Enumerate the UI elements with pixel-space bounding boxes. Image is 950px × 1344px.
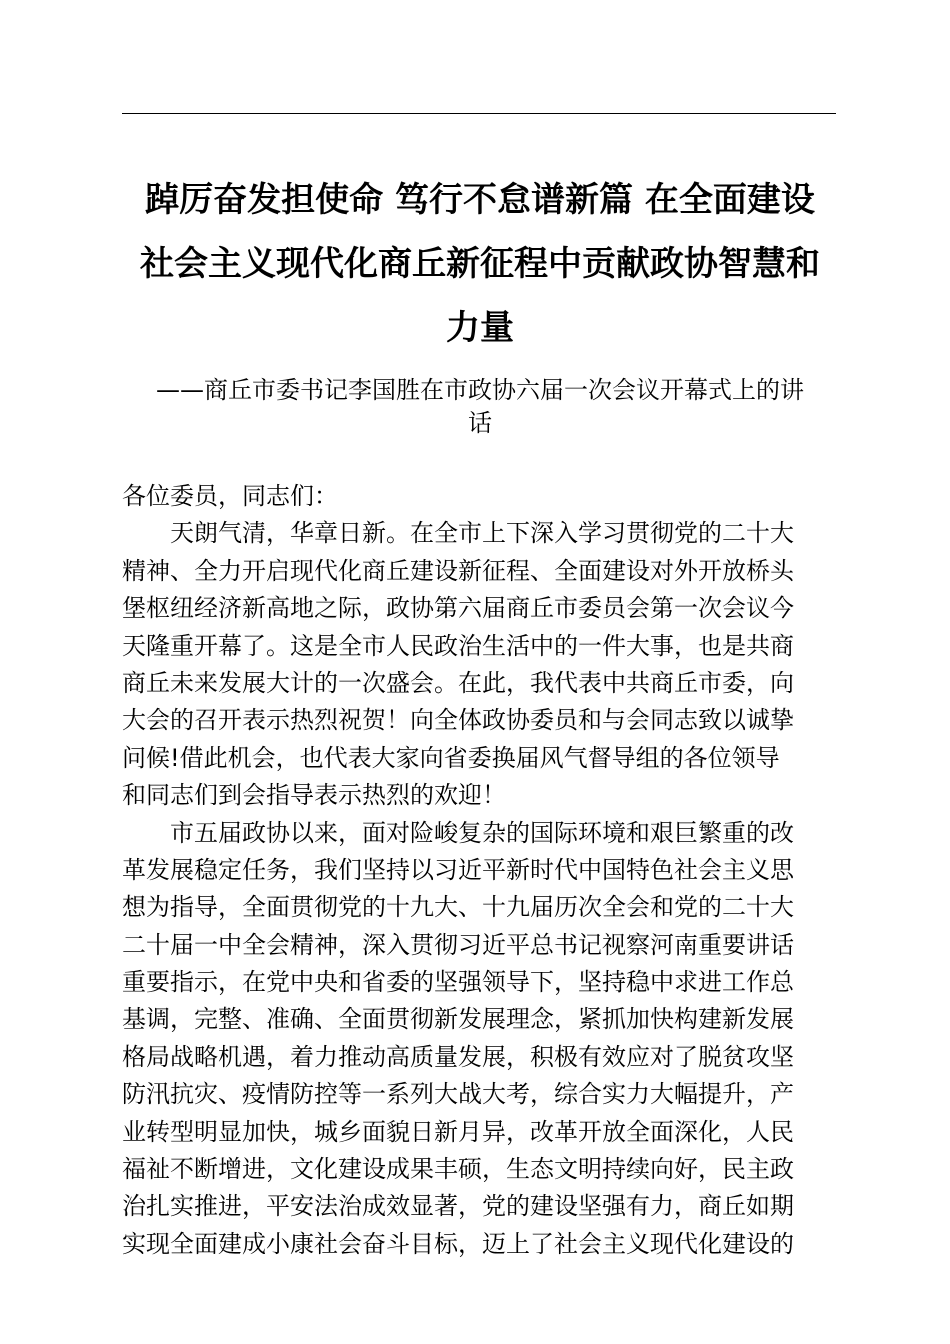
paragraph-1-line: 精神、全力开启现代化商丘建设新征程、全面建设对外开放桥头: [122, 556, 794, 585]
document-body: [122, 478, 842, 1263]
subtitle-line: 话: [468, 409, 492, 437]
paragraph-1-line: 和同志们到会指导表示热烈的欢迎！: [122, 781, 506, 810]
paragraph-2-line: 实现全面建成小康社会奋斗目标，迈上了社会主义现代化建设的: [122, 1229, 794, 1258]
title-line: 社会主义现代化商丘新征程中贡献政协智慧和: [140, 244, 820, 284]
document-subtitle: [120, 374, 840, 440]
paragraph-2-line: 福祉不断增进，文化建设成果丰硕，生态文明持续向好，民主政: [122, 1155, 794, 1184]
paragraph-2-line: 治扎实推进，平安法治成效显著，党的建设坚强有力，商丘如期: [122, 1192, 794, 1221]
salutation: 各位委员，同志们：: [122, 482, 338, 510]
paragraph-2-line: 业转型明显加快，城乡面貌日新月异，改革开放全面深化，人民: [122, 1117, 794, 1146]
paragraph-1-line: 大会的召开表示热烈祝贺！向全体政协委员和与会同志致以诚挚: [122, 706, 794, 735]
paragraph-2-line: 格局战略机遇，着力推动高质量发展，积极有效应对了脱贫攻坚: [122, 1042, 794, 1071]
paragraph-2-line: 二十届一中全会精神，深入贯彻习近平总书记视察河南重要讲话: [122, 930, 794, 959]
paragraph-1-line: 堡枢纽经济新高地之际，政协第六届商丘市委员会第一次会议今: [122, 594, 794, 623]
paragraph-1-line: 天朗气清，华章日新。在全市上下深入学习贯彻党的二十大: [170, 519, 794, 548]
document-title: [100, 168, 860, 360]
title-line: 力量: [446, 308, 514, 348]
paragraph-2-line: 想为指导，全面贯彻党的十九大、十九届历次全会和党的二十大: [122, 893, 794, 922]
paragraph-2-line: 重要指示，在党中央和省委的坚强领导下，坚持稳中求进工作总: [122, 968, 794, 997]
subtitle-line: ——商丘市委书记李国胜在市政协六届一次会议开幕式上的讲: [156, 376, 804, 404]
title-line: 踔厉奋发担使命 笃行不怠谱新篇 在全面建设: [145, 180, 815, 220]
paragraph-1-line: 问候!借此机会，也代表大家向省委换届风气督导组的各位领导: [122, 743, 780, 772]
paragraph-2-line: 防汛抗灾、疫情防控等一系列大战大考，综合实力大幅提升，产: [122, 1080, 794, 1109]
paragraph-2-line: 市五届政协以来，面对险峻复杂的国际环境和艰巨繁重的改: [170, 818, 794, 847]
header-rule: [122, 113, 836, 114]
paragraph-1-line: 商丘未来发展大计的一次盛会。在此，我代表中共商丘市委，向: [122, 668, 794, 697]
paragraph-2-line: 基调，完整、准确、全面贯彻新发展理念，紧抓加快构建新发展: [122, 1005, 794, 1034]
paragraph-1-line: 天隆重开幕了。这是全市人民政治生活中的一件大事，也是共商: [122, 631, 794, 660]
paragraph-2-line: 革发展稳定任务，我们坚持以习近平新时代中国特色社会主义思: [122, 855, 794, 884]
